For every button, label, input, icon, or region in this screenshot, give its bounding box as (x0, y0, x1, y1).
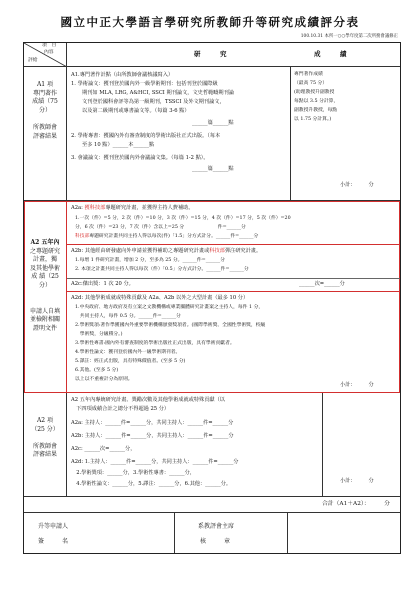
a2a-highlight: 獲科技部 (84, 205, 106, 211)
a1-line: 1. 學術論文：獲刊登於國內外一級學術期刊：包括刊登於國際級 (71, 81, 218, 87)
a1-right-note: 每點以 3.5 分計算， (294, 99, 339, 104)
a2d-line: 6.其他。(至多 5 分) (75, 368, 119, 373)
a2d-heading: A2d: 其他學術成就或特殊貢獻及 A2a、A2b 以外之大型計畫（最多 10 分） (71, 295, 249, 301)
a2eval-row: A2b: 主持人：______件=______分，共同主持人：______件=______分 (71, 433, 234, 439)
diag-label-item: 項 目 (42, 43, 57, 48)
a1-left-line (24, 115, 66, 124)
a1-left-line: 所教師會 (32, 123, 57, 131)
a1-right-note: （最高 75 分） (294, 81, 328, 86)
header-row (24, 43, 400, 67)
a1-right-note: 副教授升教授，每點 (294, 108, 338, 113)
a1-left-line: 成績（75 (32, 98, 58, 106)
a2eval-row: 2.學術獎項：______分，3.學術性專書：______分， (71, 470, 196, 476)
signature-divider (174, 513, 175, 553)
a2-left-line: A2 五年內 (30, 239, 60, 246)
a2b-text: 其他經由研發處向外申請並獲得補助之專題研究計畫或 (84, 248, 210, 254)
a2-left-line: 分） (38, 281, 51, 289)
a2b-heading (71, 247, 261, 256)
a2eval-row: A2d: 1.主持人：______件=______分，共同主持人：______件=______分 (71, 459, 239, 465)
a2b-text: 彈注研究計畫。 (224, 248, 262, 254)
a1-line: 文刊登於國科會評等為第一級期刊，TSSCI 及外文期刊論文， (82, 99, 225, 105)
a2-section (24, 201, 400, 393)
diagonal-header-cell (24, 43, 67, 66)
applicant-label: 升等申請人 (38, 523, 69, 530)
revision-note: 100.10.31 本所一○○學年度第二次所務會議修正 (300, 34, 398, 39)
a1-left-line: 評審結果 (32, 132, 57, 140)
a2-subtotal: 小計： 分 (340, 382, 374, 388)
a2d-line: 以上以不重複計分為原則。 (75, 377, 133, 382)
a1-subtotal: 小計： 分 (340, 182, 374, 188)
a1-left-label (24, 67, 67, 200)
a2a-heading-text: 專題研究計畫，並獲得主持人費補助。 (105, 205, 194, 211)
a1-line: 以及第二級期刊或專書論文等。（每篇 3-6 點） (82, 108, 190, 114)
a2eval-row: A2a: 主持人：______件=______分，共同主持人：______件=______分 (71, 420, 234, 426)
a2-eval-section (24, 393, 400, 497)
a2a-note-highlight: 科技部 (75, 234, 90, 239)
a2-divider (67, 244, 400, 245)
a2-left-line (24, 299, 66, 308)
a2eval-left-line: （25 分） (31, 425, 59, 433)
a2d-line: 共同主持人，每件 0.5 分。______件=______分 (75, 314, 181, 319)
page-title: 國立中正大學語言學研究所教師升等研究成績評分表 (60, 15, 360, 29)
a2-left-line: 之專題研究 (29, 247, 60, 255)
a1-right-note: 專門著作成績 (294, 72, 323, 77)
applicant-sign-label: 簽 名 (38, 538, 69, 545)
a2eval-subtotal: 小計： 分 (340, 478, 374, 484)
a1-line: ______篇______點 (192, 166, 234, 172)
a2d-line: 4.學術性論文：獲刊登於國內外一級學術期刊者。 (75, 350, 181, 355)
a2b-highlight: 科技部 (209, 248, 225, 254)
a1-left-line: 分） (38, 106, 51, 114)
a2-divider (67, 291, 400, 292)
a2d-line: 3.學術性專書:國內外有審查制度的學術出版社正式出版，具有學術貢獻者。 (75, 341, 235, 346)
a2-left-line: 申請人自填 (29, 307, 60, 315)
a1-line: 2. 學術專書：獲國內外有審查制度的學術出版社正式出版。（每本 (71, 133, 221, 139)
a1-right-note: 以 1.75 分計算。) (294, 117, 332, 122)
a1-line: 3. 會議論文：獲刊登於國內外會議論文集。（每篇 1-2 點）。 (71, 155, 209, 161)
header-research: 研 究 (194, 50, 227, 58)
a2c-fill: ______次=______分 (299, 281, 345, 287)
total-label: 合計（A1＋A2）： 分 (322, 501, 390, 507)
a2-left-line (24, 291, 66, 300)
a2eval-row: A2c: ______次=______分， (71, 446, 136, 452)
a1-line: 期刊如 MLA, LRG, A&HCI, SSCI 期刊論文，文史哲範疇期刊論 (82, 90, 234, 96)
a1-section (24, 67, 400, 201)
a2-left-label (24, 201, 67, 392)
a2d-line: 學術獎，分級積分。) (75, 332, 123, 337)
evaluation-form (23, 42, 401, 554)
a1-left-line: A1 項 (36, 81, 54, 88)
header-score: 成 績 (314, 50, 347, 58)
a1-line: 至多 10 點）______本______點 (82, 142, 155, 148)
a2eval-left-line: 所教師會 (32, 442, 57, 450)
a2b-line: 2. 本項之計畫共同主持人得以每次（件）「0.5」分方式計分。______件=______分 (75, 267, 249, 272)
a2eval-row: 4.學術性論文：______分，5.譯注：______分，6.其他：______分。 (71, 481, 232, 487)
a2d-line: 5.譯註：經正式出版，具有特殊價值者。(至多 5 分) (75, 359, 186, 364)
a2-left-line: 並檢附相關 (29, 316, 60, 324)
signature-divider (287, 513, 288, 553)
a2-left-line: 及其他學術 (29, 264, 60, 272)
a2eval-intro: 下四項成績合計之總分不得超過 25 分） (71, 406, 170, 412)
a2a-heading (71, 204, 194, 213)
a1-left-line: 專門著作 (32, 89, 57, 97)
a1-divider (290, 67, 291, 200)
a2a-note (75, 233, 258, 242)
a2b-line: 1.每增 1 件研究計畫，增加 2 分，至多為 25 分。______件=______分 (75, 258, 225, 263)
a1-right-note: (助理教授升副教授 (294, 90, 335, 95)
a2d-line: 2.學術獎項:著作學獲國內外重要學術機構頒發獎項者。(國際學術獎、全國性學術獎，校級 (75, 323, 266, 328)
a2b-label: A2b: (71, 248, 85, 254)
a1-heading: A1.專門著作計點（由所教師會議核議寫入） (71, 72, 174, 78)
a2a-line: 分，6 次（件）=23 分，7 次（件）含以上=25 分 件=______分 (75, 225, 246, 230)
a2-left-line: 成 績（25 (31, 273, 59, 281)
a1-line: ______篇______點 (192, 120, 234, 126)
a2-left-line: 證明文件 (32, 324, 57, 332)
a2eval-left-line: 評審結果 (32, 451, 57, 459)
a2c-text: A2c:傑出獎：1 次 20 分。 (71, 281, 134, 287)
signature-row (24, 513, 400, 553)
total-row (24, 497, 400, 513)
diag-label-content: 內容 (44, 50, 54, 55)
diag-label-score: 評給 (28, 58, 38, 63)
a2d-line: 1.中央政府、地方政府及有立案之文教機構或專業團體研究計畫案之主持人，每件 1 分， (75, 305, 264, 310)
a2-eval-divider (322, 393, 323, 496)
a2a-label: A2a: (71, 205, 85, 211)
a2eval-intro: A2 五年內專統研究計畫、獎勵次數及其他學術成就或特殊貢獻（以 (71, 397, 225, 403)
a2eval-left-line: A2 項 (36, 417, 54, 424)
a2-eval-left-label (24, 393, 67, 496)
a2-left-line: 計畫，獨 (32, 256, 57, 264)
a2-divider (67, 278, 400, 279)
a2eval-left-line (24, 434, 66, 443)
chair-label: 系教評會主席 (198, 523, 235, 530)
chair-seal-label: 核 章 (200, 538, 231, 545)
a2a-note-text: 專題研究計畫共同主持人得以每次(件)「1.5」分方式計分。______件=______分 (89, 234, 259, 239)
a2a-line: 1.一次（件）=5 分，2 次（件）=10 分，3 次（件）=15 分，4 次（件）=17 分，5 次（件）=20 (75, 216, 291, 221)
